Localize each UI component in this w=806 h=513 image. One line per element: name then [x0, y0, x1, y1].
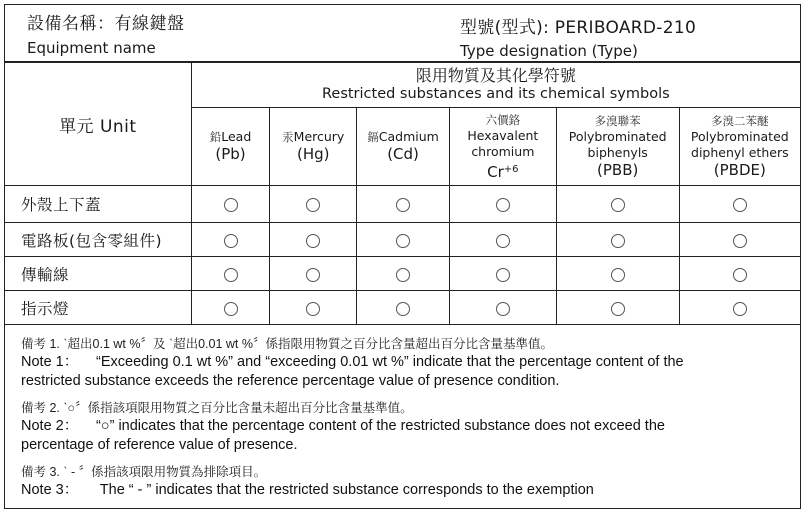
substance-header-hexavalent-chromium: 六價鉻 Hexavalent chromium $Cr^{+6}$	[449, 108, 556, 186]
circle-mark-icon	[611, 198, 625, 212]
circle-mark-icon	[396, 268, 410, 282]
note-2-label: Note 2：	[21, 418, 79, 434]
compliance-cell	[679, 223, 800, 257]
substance-header-cadmium: 鎘Cadmium (Cd)	[357, 108, 450, 186]
circle-mark-icon	[306, 234, 320, 248]
unit-label: 外殼上下蓋	[5, 186, 191, 223]
type-designation-en: Type designation (Type)	[460, 42, 638, 60]
table-row	[5, 223, 800, 257]
type-designation-zh: 型號(型式): PERIBOARD-210	[460, 18, 697, 38]
note-1-en-line2: restricted substance exceeds the reference percentage value of presence condition.	[21, 373, 560, 389]
note-3-label: Note 3：	[21, 482, 79, 498]
circle-mark-icon	[733, 198, 747, 212]
circle-mark-icon	[224, 234, 238, 248]
note-3-en-line1: The “ - ” indicates that the restricted substance corresponds to the exemption	[96, 482, 594, 498]
substances-group-header	[191, 63, 800, 108]
compliance-cell	[191, 186, 270, 223]
circle-mark-icon	[496, 302, 510, 316]
equipment-name-en: Equipment name	[27, 39, 156, 57]
substance-header-pbb: 多溴聯苯 Polybrominated biphenyls (PBB)	[556, 108, 679, 186]
compliance-cell	[270, 291, 357, 325]
circle-mark-icon	[306, 198, 320, 212]
table-group-header-row	[5, 63, 800, 108]
note-1	[21, 336, 790, 391]
note-2	[21, 400, 790, 455]
circle-mark-icon	[733, 234, 747, 248]
compliance-cell	[679, 291, 800, 325]
circle-mark-icon	[733, 302, 747, 316]
circle-mark-icon	[224, 302, 238, 316]
table-row	[5, 257, 800, 291]
compliance-cell	[679, 257, 800, 291]
circle-mark-icon	[496, 234, 510, 248]
circle-mark-icon	[306, 268, 320, 282]
compliance-cell	[357, 223, 450, 257]
substance-header-lead: 鉛Lead (Pb)	[191, 108, 270, 186]
rohs-declaration-document	[4, 4, 801, 509]
group-header-en: Restricted substances and its chemical symbols	[321, 86, 670, 102]
note-2-en-line1: “○” indicates that the percentage content of the restricted substance does not exceed the	[96, 418, 665, 434]
circle-mark-icon	[733, 268, 747, 282]
compliance-cell	[191, 257, 270, 291]
circle-mark-icon	[611, 268, 625, 282]
unit-column-header: 單元 Unit	[5, 63, 191, 186]
compliance-cell	[556, 291, 679, 325]
compliance-cell	[449, 223, 556, 257]
document-header	[5, 5, 800, 62]
compliance-cell	[191, 291, 270, 325]
compliance-cell	[270, 223, 357, 257]
circle-mark-icon	[396, 198, 410, 212]
equipment-name-zh: 設備名稱：有線鍵盤	[27, 14, 185, 34]
compliance-cell	[357, 291, 450, 325]
note-1-zh: 備考 1. ˋ超出0.1 wt %〞及 ˋ超出0.01 wt %〞係指限用物質之百分比含量超出百分比含量基準值。	[21, 337, 553, 351]
circle-mark-icon	[224, 268, 238, 282]
compliance-cell	[449, 257, 556, 291]
group-header-zh: 限用物質及其化學符號	[415, 66, 576, 85]
note-1-label: Note 1：	[21, 354, 79, 370]
circle-mark-icon	[224, 198, 238, 212]
note-3	[21, 464, 790, 500]
compliance-cell	[357, 257, 450, 291]
compliance-cell	[270, 257, 357, 291]
compliance-cell	[556, 186, 679, 223]
compliance-cell	[556, 223, 679, 257]
circle-mark-icon	[496, 198, 510, 212]
compliance-cell	[449, 186, 556, 223]
note-2-en-line2: percentage of reference value of presence.	[21, 437, 298, 453]
circle-mark-icon	[306, 302, 320, 316]
unit-label: 指示燈	[5, 291, 191, 325]
table-row	[5, 291, 800, 325]
compliance-cell	[449, 291, 556, 325]
unit-label: 電路板(包含零組件)	[5, 223, 191, 257]
substance-header-pbde: 多溴二苯醚 Polybrominated diphenyl ethers (PBDE)	[679, 108, 800, 186]
circle-mark-icon	[496, 268, 510, 282]
restricted-substances-table	[5, 62, 800, 325]
circle-mark-icon	[396, 302, 410, 316]
compliance-cell	[357, 186, 450, 223]
circle-mark-icon	[611, 302, 625, 316]
table-row	[5, 186, 800, 223]
compliance-cell	[191, 223, 270, 257]
notes-section	[21, 336, 790, 509]
circle-mark-icon	[611, 234, 625, 248]
substance-header-mercury: 汞Mercury (Hg)	[270, 108, 357, 186]
circle-mark-icon	[396, 234, 410, 248]
note-1-en-line1: “Exceeding 0.1 wt %” and “exceeding 0.01 wt %” indicate that the percentage content of the	[96, 354, 684, 370]
compliance-cell	[679, 186, 800, 223]
unit-label: 傳輸線	[5, 257, 191, 291]
type-designation-block	[460, 13, 696, 62]
note-2-zh: 備考 2. ˋ○〞係指該項限用物質之百分比含量未超出百分比含量基準值。	[21, 401, 413, 415]
compliance-cell	[556, 257, 679, 291]
compliance-cell	[270, 186, 357, 223]
note-3-zh: 備考 3. ˋ - 〞係指該項限用物質為排除項目。	[21, 465, 267, 479]
equipment-name-block	[27, 13, 185, 59]
